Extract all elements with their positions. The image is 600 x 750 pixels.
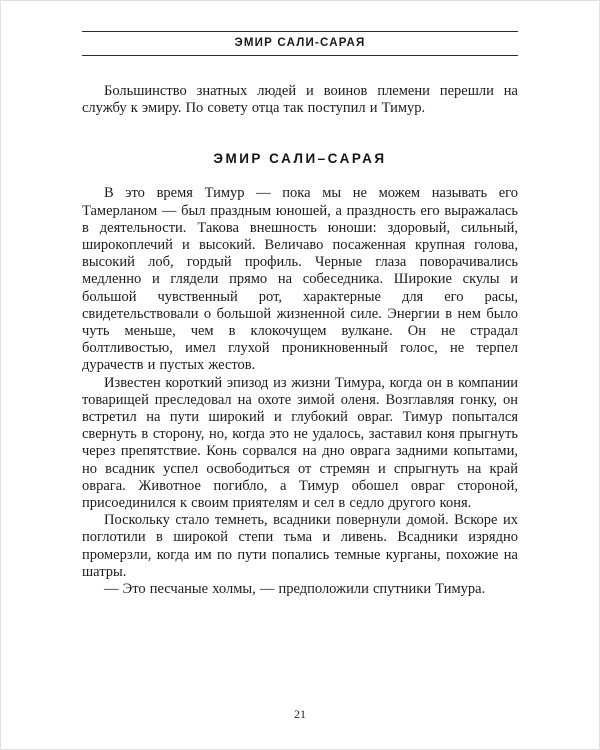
- chapter-title: ЭМИР САЛИ–САРАЯ: [213, 151, 387, 167]
- paragraph: В это время Тимур — пока мы не можем называть его Тамерланом — был праздным юношей, а праздность его выражалась в деятельности. Такова внешность юноши: здоровый, сильный, широкоплечий и высокий. Величаво посаженная крупная голова, высокий лоб, гордый профиль. Черные глаза поворачивались медленно и глядели прямо на собеседника. Широкие скулы и большой чувственный рот, характерные для его расы, свидетельствовали о большой жизненной силе. Энергии в нем было чуть меньше, чем в клокочущем вулкане. Он не страдал болтливостью, имел глухой проникновенный голос, не терпел дурачеств и пустых жестов.: [82, 185, 518, 374]
- paragraph: Большинство знатных людей и воинов племени перешли на службу к эмиру. По совету отца так поступил и Тимур.: [82, 83, 518, 117]
- running-head: ЭМИР САЛИ-САРАЯ: [82, 31, 518, 56]
- text-block: [82, 31, 518, 598]
- paragraph: Известен короткий эпизод из жизни Тимура, когда он в компании товарищей преследовал на охоте зимой оленя. Возглавляя гонку, он встретил на пути широкий и глубокий овраг. Тимур попытался свернуть в сторону, но, когда это не удалось, заставил коня прыгнуть через препятствие. Конь сорвался на дно оврага задними копытами, но всадник успел освободиться от стремян и спрыгнуть на край оврага. Животное погибло, а Тимур обошел овраг стороной, присоединился к своим приятелям и сел в седло другого коня.: [82, 374, 518, 512]
- page-number: 21: [294, 707, 306, 721]
- paragraph: Поскольку стало темнеть, всадники повернули домой. Вскоре их поглотили в широкой степи тьма и ливень. Всадники изрядно промерзли, когда им по пути попались темные курганы, похожие на шатры.: [82, 512, 518, 580]
- paragraph: — Это песчаные холмы, — предположили спутники Тимура.: [104, 581, 486, 598]
